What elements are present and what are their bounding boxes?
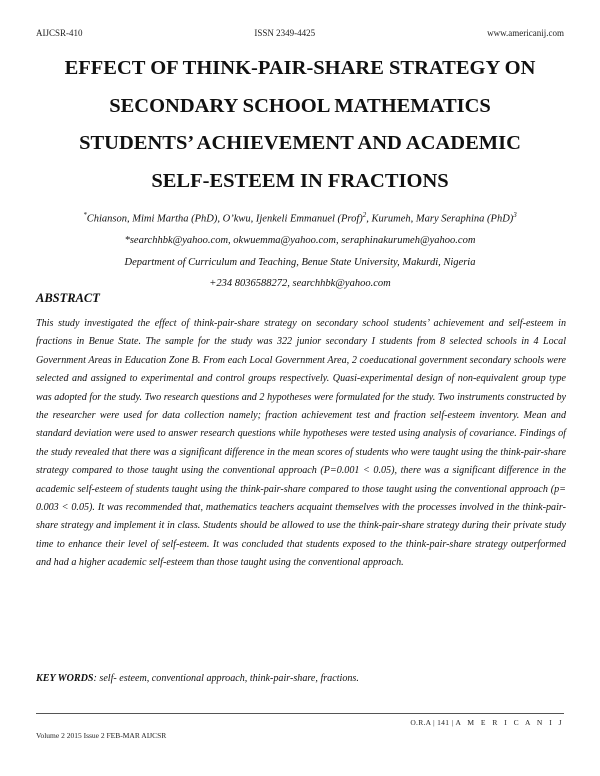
author-2: O’kwu, Ijenkeli Emmanuel (Prof) xyxy=(222,213,363,225)
author-affiliation: Department of Curriculum and Teaching, Benue State University, Makurdi, Nigeria xyxy=(124,256,476,268)
title-line-3: STUDENTS’ ACHIEVEMENT AND ACADEMIC xyxy=(79,132,521,154)
title-line-2: SECONDARY SCHOOL MATHEMATICS xyxy=(109,94,491,117)
author-3: , Kurumeh, Mary Seraphina (PhD) xyxy=(366,213,514,225)
issn: ISSN 2349-4425 xyxy=(254,28,316,38)
keywords-line xyxy=(36,673,566,684)
title-line-1: EFFECT OF THINK-PAIR-SHARE STRATEGY ON xyxy=(64,57,536,79)
footer-page-info xyxy=(410,718,564,727)
author-names xyxy=(30,205,570,230)
author2-marker: 2 xyxy=(362,211,367,219)
journal-website: www.americanij.com xyxy=(487,28,564,38)
author-1: Chianson, Mimi Martha (PhD), xyxy=(86,213,223,225)
journal-code: AIJCSR-410 xyxy=(36,28,83,38)
author-contact: +234 8036588272, searchhbk@yahoo.com xyxy=(209,278,391,289)
author-block xyxy=(30,205,570,295)
keywords-text: : self- esteem, conventional approach, think-pair-share, fractions. xyxy=(93,673,359,684)
running-header xyxy=(36,28,564,38)
author3-marker: 3 xyxy=(513,211,517,219)
keywords-label: KEY WORDS xyxy=(36,673,94,684)
footer-volume-info: Volume 2 2015 Issue 2 FEB-MAR AIJCSR xyxy=(36,731,167,740)
paper-title xyxy=(30,50,570,200)
footer-divider xyxy=(36,713,564,714)
footer-brand: A M E R I C A N I J xyxy=(455,718,564,727)
author1-marker: * xyxy=(83,211,87,219)
author-emails: *searchhbk@yahoo.com, okwuemma@yahoo.com, seraphinakurumeh@yahoo.com xyxy=(124,235,476,246)
title-line-4: SELF-ESTEEM IN FRACTIONS xyxy=(151,169,449,192)
abstract-heading: ABSTRACT xyxy=(36,291,100,305)
abstract-text: This study investigated the effect of think-pair-share strategy on secondary school students’ achievement and self-esteem in fractions in Benue State. The sample for the study was 322 junior secondary I students from 8 selected schools in 4 Local Government Areas in Education Zone B. From each Local Government Area, 2 coeducational government secondary schools were selected and assigned to experimental and control groups respectively. Quasi-experimental design of non-equivalent group type was adopted for the study. Two research questions and 2 hypotheses were formulated for the study. Two instruments constructed by the researcher were used for data collection namely; fraction achievement test and fraction self-esteem inventory. Mean and standard deviation were used to answer research questions while hypotheses were tested using analysis of covariance. Findings of the study revealed that there was a significant difference in the mean scores of students who were taught using the think-pair-share strategy compared to those taught using the conventional approach (P=0.001 < 0.05), there was a significant difference in the academic self-esteem of students taught using the think-pair-share compared to those taught using the conventional approach (p= 0.003 < 0.05). It was recommended that, mathematics teachers acquaint themselves with the processes involved in the think-pair-share strategy and implement it in class. Students should be allowed to use the think-pair-share strategy during their private study time to enhance their level of self-esteem. It was concluded that students exposed to the think-pair-share strategy outperformed and had a higher academic self-esteem than those taught using the conventional approach. xyxy=(36,318,566,569)
footer-page-number: O.R.A | 141 | xyxy=(410,718,456,727)
